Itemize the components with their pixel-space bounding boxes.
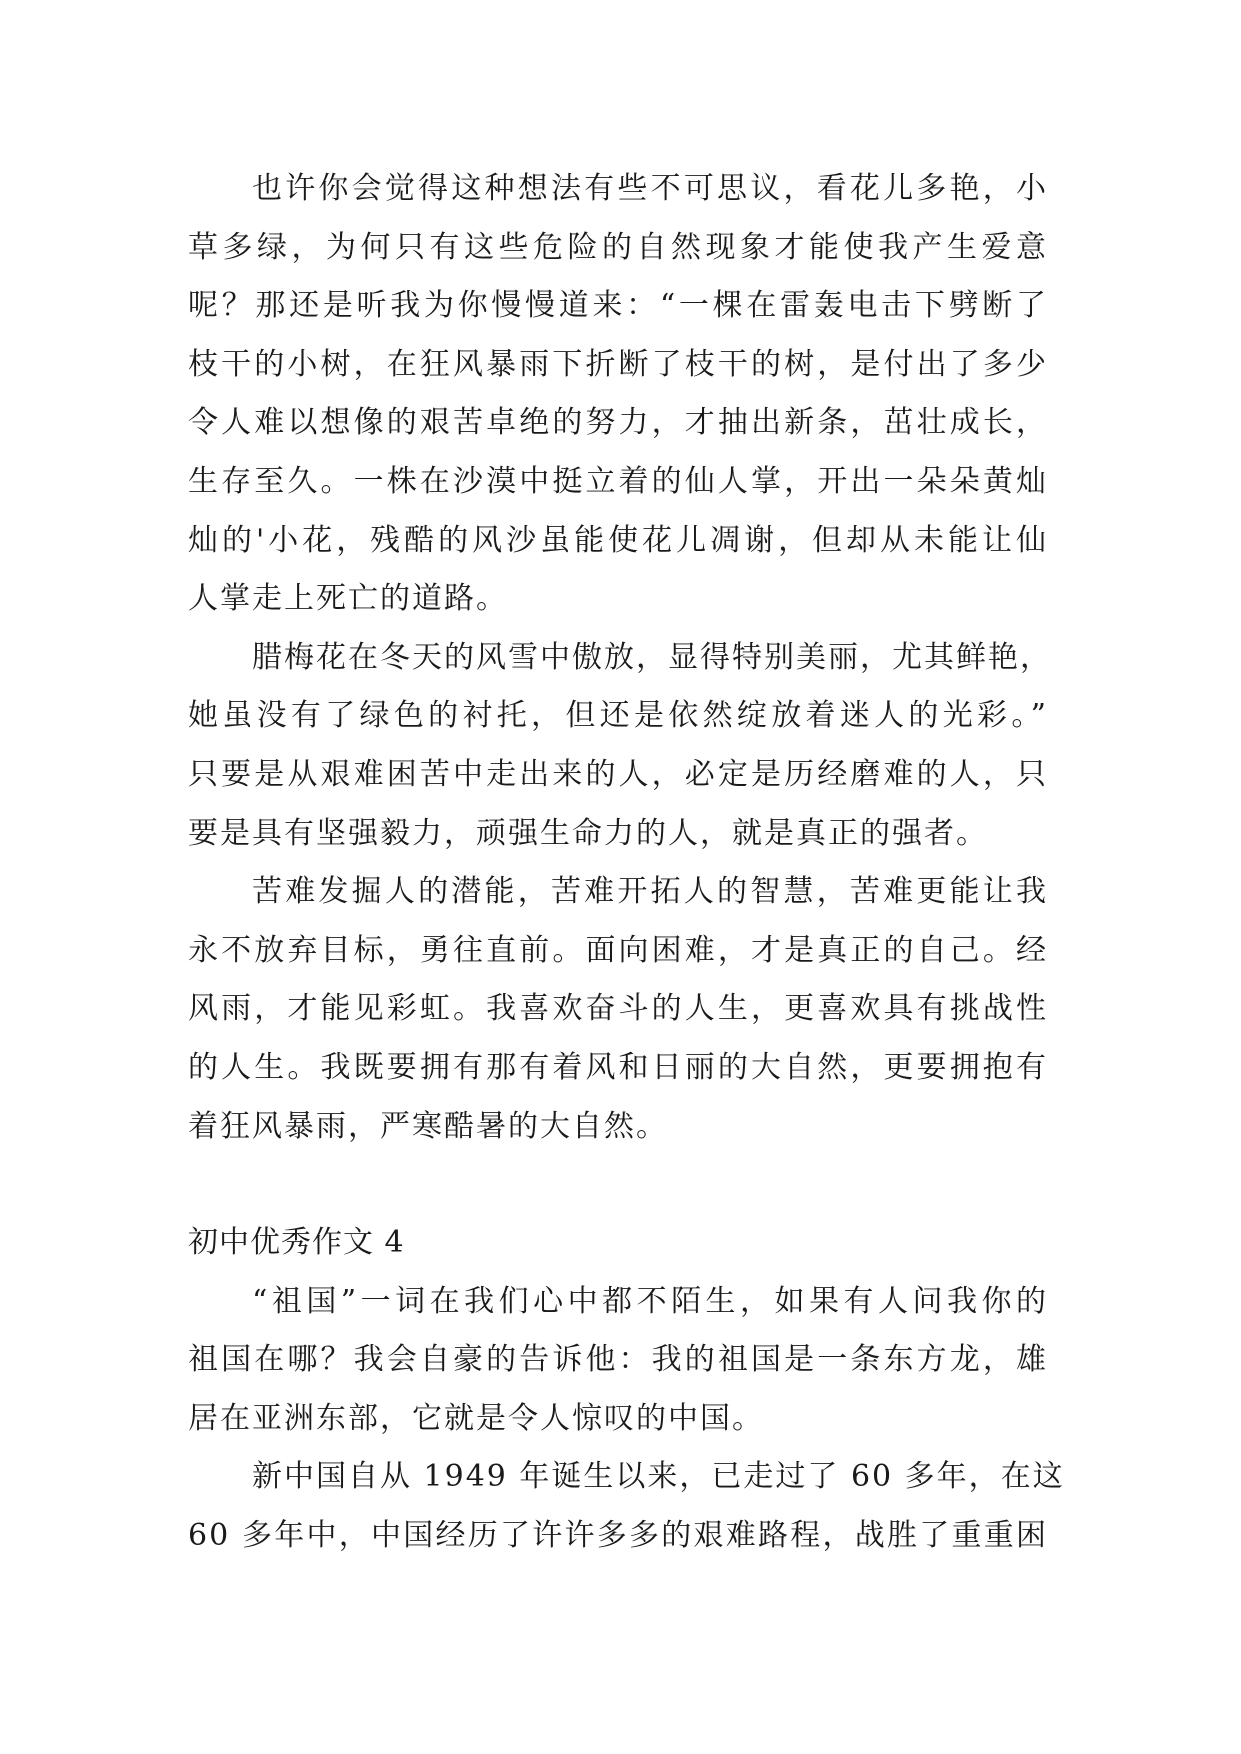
text-line: 居在亚洲东部，它就是令人惊叹的中国。 [188,1400,764,1436]
text-line: 新中国自从 1949 年诞生以来，已走过了 60 多年，在这 [252,1459,1065,1495]
text-line: 也许你会觉得这种想法有些不可思议，看花儿多艳，小 [252,171,1048,206]
text-line: 永不放弃目标，勇往直前。面向困难，才是真正的自己。经 [188,932,1048,968]
document-body [188,160,1065,1566]
text-line: 的人生。我既要拥有那有着风和日丽的大自然，更要拥抱有 [188,1049,1048,1085]
text-line: 只要是从艰难困苦中走出来的人，必定是历经磨难的人，只 [188,756,1048,792]
text-line: 祖国在哪？我会自豪的告诉他：我的祖国是一条东方龙，雄 [188,1342,1048,1378]
section-title: 初中优秀作文 4 [188,1225,405,1261]
text-line: 要是具有坚强毅力，顽强生命力的人，就是真正的强者。 [188,815,988,851]
text-line: 着狂风暴雨，严寒酷暑的大自然。 [188,1108,668,1144]
paragraph [188,629,1052,863]
text-line: 苦难发掘人的潜能，苦难开拓人的智慧，苦难更能让我 [252,874,1048,910]
text-line: 她虽没有了绿色的衬托，但还是依然绽放着迷人的光彩。” [188,698,1048,734]
text-line: 生存至久。一株在沙漠中挺立着的仙人掌，开出一朵朵黄灿 [188,463,1048,499]
text-line: 草多绿，为何只有这些危险的自然现象才能使我产生爱意 [188,229,1048,265]
text-line: 60 多年中，中国经历了许许多多的艰难路程，战胜了重重困 [188,1518,1048,1554]
text-line: 人掌走上死亡的道路。 [188,581,508,617]
text-line: 风雨，才能见彩虹。我喜欢奋斗的人生，更喜欢具有挑战性 [188,991,1048,1027]
paragraph [188,863,1048,1156]
section-spacer [188,1156,1048,1214]
text-line: 灿的'小花，残酷的风沙虽能使花儿凋谢，但却从未能让仙 [188,522,1048,558]
text-line: 腊梅花在冬天的风雪中傲放，显得特别美丽，尤其鲜艳， [252,639,1052,675]
text-line: 令人难以想像的艰苦卓绝的努力，才抽出新条，茁壮成长， [188,405,1048,441]
text-line: “祖国”一词在我们心中都不陌生，如果有人问我你的 [252,1283,1048,1319]
paragraph [188,1448,1065,1565]
paragraph [188,160,1048,629]
text-line: 呢？那还是听我为你慢慢道来：“一棵在雷轰电击下劈断了 [188,288,1048,324]
paragraph [188,1273,1048,1449]
text-line: 枝干的小树，在狂风暴雨下折断了枝干的树，是付出了多少 [188,346,1048,382]
